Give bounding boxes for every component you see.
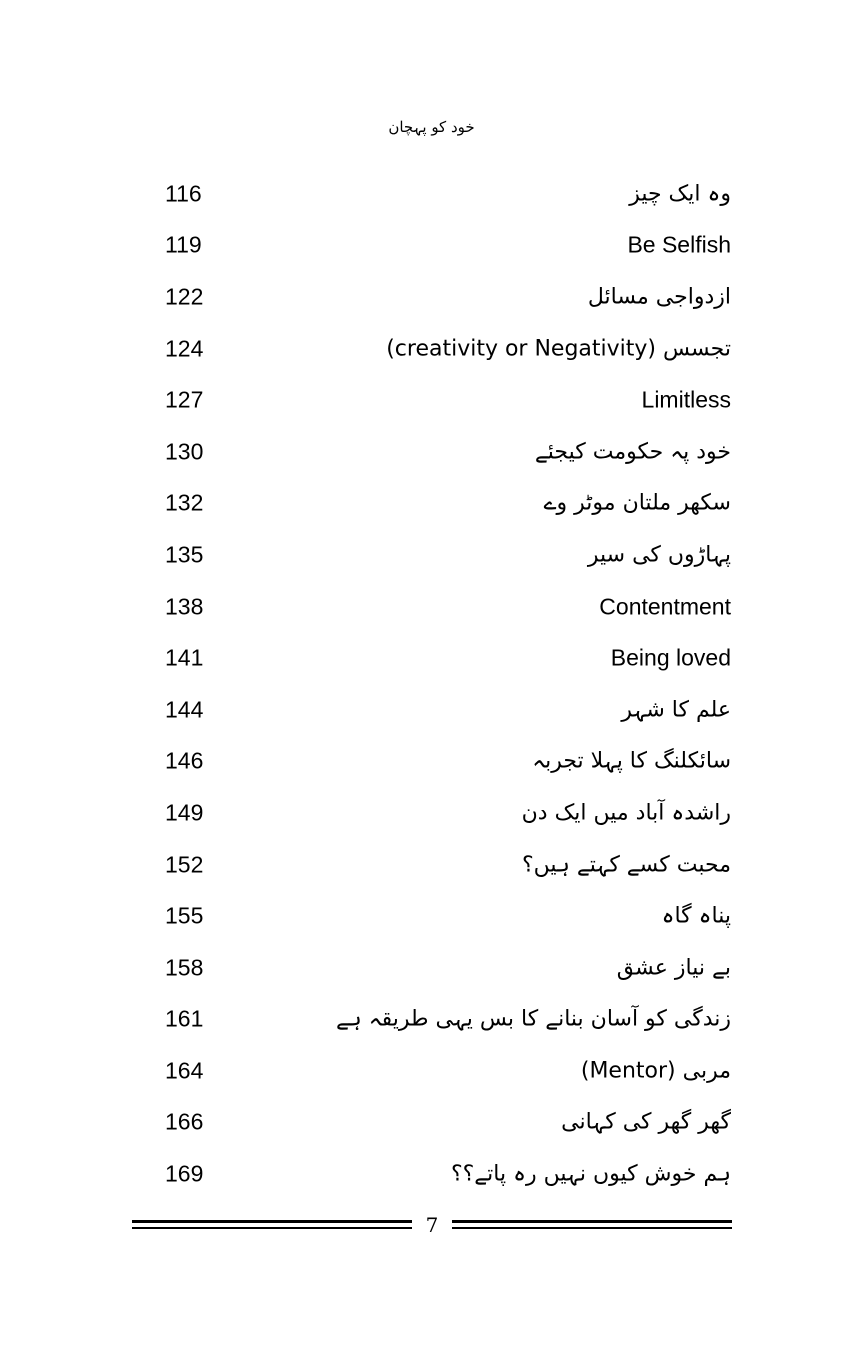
toc-row [0,890,863,942]
toc-page-number: 166 [165,1108,204,1135]
toc-title: تجسس (creativity or Negativity) [386,336,731,362]
toc-title: Be Selfish [627,231,731,258]
toc-row [0,323,863,375]
toc-title: Limitless [641,386,731,413]
toc-page-number: 155 [165,902,204,929]
toc-page-number: 149 [165,799,204,826]
table-of-contents [0,168,863,1200]
toc-title: زندگی کو آسان بنانے کا بس یہی طریقہ ہے [335,1006,731,1032]
toc-title: Being loved [610,644,731,671]
toc-page-number: 122 [165,283,204,310]
toc-row [0,529,863,581]
footer-rule-right [452,1220,732,1229]
page-footer [132,1212,732,1238]
toc-page-number: 130 [165,438,204,465]
toc-row [0,1097,863,1149]
toc-title: محبت کسے کہتے ہیں؟ [521,852,731,878]
toc-title: بے نیاز عشق [616,955,731,981]
toc-title: مربی (Mentor) [580,1058,731,1084]
toc-title: سکھر ملتان موٹر وے [543,490,731,516]
toc-row [0,839,863,891]
toc-row [0,478,863,530]
toc-row [0,684,863,736]
toc-title: وہ ایک چیز [629,181,731,207]
toc-row [0,168,863,220]
toc-row [0,581,863,633]
toc-page-number: 135 [165,541,204,568]
toc-row [0,736,863,788]
toc-title: راشدہ آباد میں ایک دن [521,800,731,826]
toc-page-number: 141 [165,644,204,671]
toc-row [0,942,863,994]
toc-title: ازدواجی مسائل [587,284,731,310]
toc-title: گھر گھر کی کہانی [561,1109,731,1135]
toc-page-number: 119 [165,231,202,258]
toc-page-number: 144 [165,696,204,723]
toc-page-number: 169 [165,1160,204,1187]
running-header: خود کو پہچان [388,118,475,136]
toc-page-number: 124 [165,335,204,362]
toc-title: خود پہ حکومت کیجئے [534,439,731,465]
toc-page-number: 127 [165,386,204,413]
toc-row [0,271,863,323]
toc-row [0,994,863,1046]
toc-row [0,220,863,272]
toc-title: سائکلنگ کا پہلا تجربہ [532,748,731,774]
toc-page-number: 138 [165,593,204,620]
toc-row [0,632,863,684]
toc-row [0,1045,863,1097]
toc-row [0,374,863,426]
toc-page-number: 152 [165,851,204,878]
toc-page-number: 116 [165,180,202,207]
toc-page-number: 164 [165,1057,204,1084]
footer-page-number: 7 [425,1213,439,1237]
toc-title: پہاڑوں کی سیر [587,542,731,568]
toc-page-number: 132 [165,489,204,516]
toc-title: علم کا شہر [621,697,731,723]
toc-row [0,787,863,839]
toc-page-number: 158 [165,954,204,981]
toc-title: Contentment [599,593,731,620]
toc-title: پناہ گاہ [661,903,731,929]
toc-page-number: 161 [165,1005,204,1032]
toc-row [0,426,863,478]
toc-page-number: 146 [165,747,204,774]
toc-title: ہم خوش کیوں نہیں رہ پاتے؟؟ [450,1161,731,1187]
toc-row [0,1148,863,1200]
